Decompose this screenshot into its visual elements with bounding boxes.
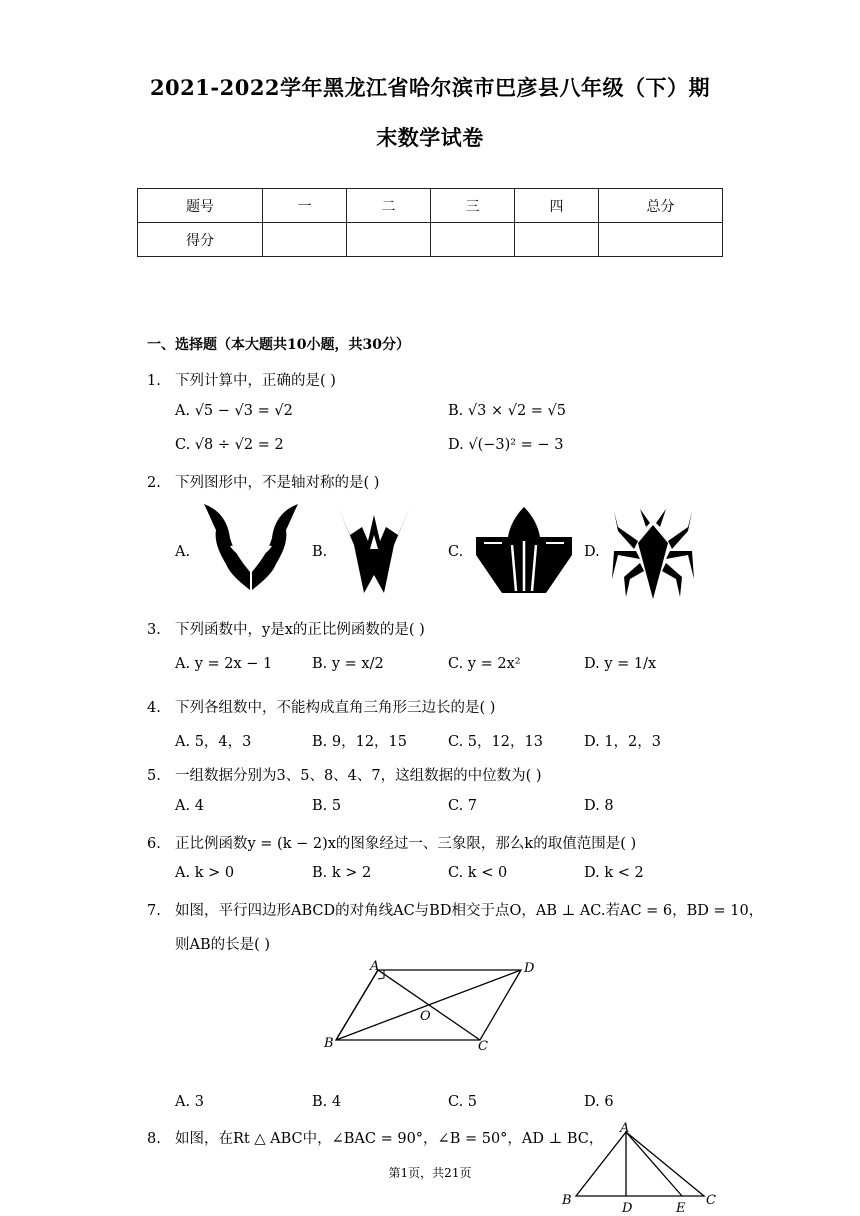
option-d: D. √(−3)² = − 3 — [448, 437, 564, 453]
score-cell — [347, 223, 431, 257]
label-c: C — [706, 1193, 716, 1208]
score-header-cell: 四 — [515, 189, 599, 223]
question-7 — [147, 899, 763, 920]
score-header-cell: 题号 — [138, 189, 263, 223]
question-number: 7. — [147, 903, 161, 919]
option-b: B. 4 — [312, 1094, 342, 1110]
option-a: A. √5 − √3 = √2 — [175, 403, 293, 419]
question-7-continuation: 则AB的长是( ) — [175, 937, 271, 953]
tribal-symbol-b-icon — [334, 505, 414, 597]
score-header-cell: 三 — [431, 189, 515, 223]
label-o: O — [420, 1009, 431, 1024]
score-cell — [599, 223, 723, 257]
parallelogram-figure — [318, 954, 548, 1054]
option-c: C. 5，12，13 — [448, 734, 543, 750]
question-number: 8. — [147, 1131, 161, 1147]
section-heading: 一、选择题（本大题共10小题，共30分） — [147, 337, 410, 353]
score-row-label: 得分 — [138, 223, 263, 257]
option-c: C. — [448, 544, 464, 560]
option-a: A. k > 0 — [175, 865, 235, 881]
score-header-cell: 一 — [263, 189, 347, 223]
option-b: B. y = x/2 — [312, 656, 384, 672]
score-cell — [263, 223, 347, 257]
question-6 — [147, 832, 636, 853]
option-a: A. 3 — [175, 1094, 204, 1110]
question-text: 下列图形中，不是轴对称的是( ) — [175, 475, 380, 491]
option-c: C. k < 0 — [448, 865, 508, 881]
label-d: D — [622, 1201, 633, 1214]
question-text: 正比例函数y = (k − 2)x的图象经过一、三象限，那么k的取值范围是( ) — [175, 836, 637, 852]
option-c: C. √8 ÷ √2 = 2 — [175, 437, 284, 453]
label-a: A — [620, 1121, 630, 1136]
question-number: 5. — [147, 768, 161, 784]
score-cell — [431, 223, 515, 257]
option-d: D. 6 — [584, 1094, 614, 1110]
option-a: A. 4 — [175, 798, 204, 814]
question-5 — [147, 764, 542, 785]
option-d: D. 1，2，3 — [584, 734, 662, 750]
question-number: 1. — [147, 373, 161, 389]
question-text: 下列计算中，正确的是( ) — [175, 373, 336, 389]
question-text: 下列各组数中，不能构成直角三角形三边长的是( ) — [175, 700, 496, 716]
score-header-cell: 二 — [347, 189, 431, 223]
label-b: B — [562, 1193, 572, 1208]
option-c: C. 5 — [448, 1094, 478, 1110]
doc-title-line1: 2021-2022学年黑龙江省哈尔滨市巴彦县八年级（下）期 — [149, 75, 711, 100]
question-text: 如图，平行四边形ABCD的对角线AC与BD相交于点O，AB ⊥ AC.若AC = 6，BD = 10， — [175, 903, 764, 919]
label-a: A — [370, 959, 380, 974]
score-table-score-row — [138, 223, 723, 257]
page-footer: 第1页，共21页 — [388, 1166, 472, 1180]
option-d: D. 8 — [584, 798, 614, 814]
question-text: 一组数据分别为3、5、8、4、7，这组数据的中位数为( ) — [175, 768, 542, 784]
spider-symbol-d-icon — [610, 505, 696, 601]
option-d: D. y = 1/x — [584, 656, 657, 672]
option-a: A. — [175, 544, 191, 560]
question-number: 4. — [147, 700, 161, 716]
question-3 — [147, 618, 425, 639]
option-d: D. k < 2 — [584, 865, 644, 881]
score-header-cell: 总分 — [599, 189, 723, 223]
question-text: 如图，在Rt △ ABC中，∠BAC = 90°，∠B = 50°，AD ⊥ BC， — [175, 1131, 604, 1147]
option-d: D. — [584, 544, 600, 560]
question-number: 2. — [147, 475, 161, 491]
tribal-symbol-c-icon — [472, 505, 576, 597]
question-text: 下列函数中，y是x的正比例函数的是( ) — [175, 622, 425, 638]
question-4 — [147, 696, 495, 717]
label-b: B — [324, 1036, 334, 1051]
question-2 — [147, 471, 379, 492]
question-8 — [147, 1127, 603, 1148]
diagonal-bd — [336, 970, 521, 1040]
option-a: A. 5，4，3 — [175, 734, 252, 750]
doc-title-line2: 末数学试卷 — [376, 125, 484, 150]
label-c: C — [478, 1039, 488, 1054]
option-b: B. 9，12，15 — [312, 734, 408, 750]
option-c: C. y = 2x² — [448, 656, 521, 672]
score-table — [137, 188, 723, 257]
question-number: 3. — [147, 622, 161, 638]
question-number: 6. — [147, 836, 161, 852]
option-a: A. y = 2x − 1 — [175, 656, 273, 672]
option-b: B. k > 2 — [312, 865, 372, 881]
label-d: D — [524, 961, 535, 976]
question-1 — [147, 369, 336, 390]
option-b: B. — [312, 544, 328, 560]
option-b: B. 5 — [312, 798, 342, 814]
label-e: E — [676, 1201, 686, 1214]
score-table-header-row — [138, 189, 723, 223]
option-c: C. 7 — [448, 798, 478, 814]
tribal-symbol-a-icon — [200, 502, 302, 594]
option-b: B. √3 × √2 = √5 — [448, 403, 567, 419]
score-cell — [515, 223, 599, 257]
